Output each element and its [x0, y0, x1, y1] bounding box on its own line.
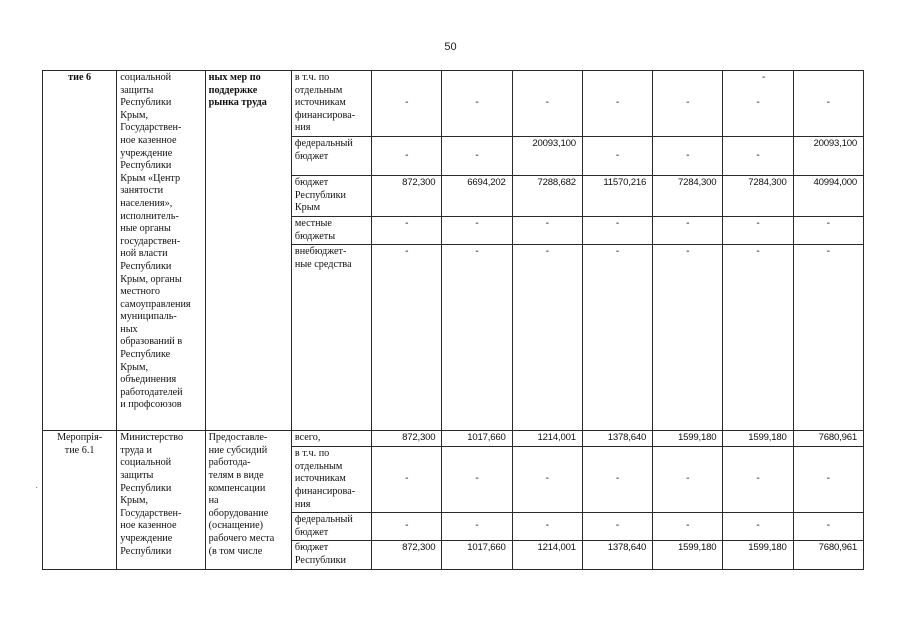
value-cell: 7680,961 — [793, 541, 863, 569]
value-cell: - — [723, 217, 793, 245]
value-cell: 7288,682 — [512, 176, 582, 217]
value-cell: 11570,216 — [582, 176, 652, 217]
value-cell: 7284,300 — [653, 176, 723, 217]
source-cell: в т.ч. по отдельным источникам финансирова- ния — [291, 447, 371, 513]
source-cell: бюджет Республики — [291, 541, 371, 569]
value-cell: 20093,100 — [793, 137, 863, 176]
value-cell: - — [793, 447, 863, 513]
table-row — [43, 71, 864, 137]
value-cell: - — [582, 245, 652, 431]
value-cell: 7284,300 — [723, 176, 793, 217]
value-cell: - — [512, 71, 582, 137]
value-cell: 20093,100 — [512, 137, 582, 176]
value-cell: - — [582, 513, 652, 541]
measure-name-cell: ных мер по поддержке рынка труда — [205, 71, 291, 431]
value-cell: - — [442, 71, 512, 137]
value-cell: 1599,180 — [653, 431, 723, 447]
value-cell: 1599,180 — [653, 541, 723, 569]
value-cell: - — [372, 513, 442, 541]
value-cell: - — [793, 513, 863, 541]
page-number: 50 — [444, 41, 457, 53]
source-cell: федеральный бюджет — [291, 137, 371, 176]
value-cell: 1378,640 — [582, 431, 652, 447]
value-cell: - — [372, 71, 442, 137]
value-cell: - — [512, 245, 582, 431]
value-cell: - — [653, 513, 723, 541]
value-cell: - — [723, 137, 793, 176]
value-cell: - — [442, 513, 512, 541]
stray-dash-mark: - — [762, 72, 766, 83]
value-cell: - — [653, 137, 723, 176]
value-cell: 1017,660 — [442, 431, 512, 447]
value-cell: 872,300 — [372, 541, 442, 569]
value-cell: - — [372, 447, 442, 513]
value-cell: - — [372, 245, 442, 431]
value-cell: - — [653, 71, 723, 137]
value-cell: - — [582, 217, 652, 245]
value-cell: - — [793, 245, 863, 431]
measure-name-cell: Предоставле- ние субсидий работода- телям в виде компенсации на оборудование (оснащение) рабочего места (в том числе — [205, 431, 291, 569]
table-row — [43, 431, 864, 447]
value-cell: 1599,180 — [723, 541, 793, 569]
value-cell: - — [372, 137, 442, 176]
value-cell: - — [372, 217, 442, 245]
source-cell: местные бюджеты — [291, 217, 371, 245]
value-cell: 1214,001 — [512, 431, 582, 447]
value-cell: - — [442, 217, 512, 245]
value-cell: 6694,202 — [442, 176, 512, 217]
value-cell: - — [442, 137, 512, 176]
value-cell: - — [723, 71, 793, 137]
value-cell: - — [793, 217, 863, 245]
value-cell: 1599,180 — [723, 431, 793, 447]
value-cell: - — [723, 513, 793, 541]
value-cell: - — [582, 137, 652, 176]
value-cell: 7680,961 — [793, 431, 863, 447]
value-cell: - — [723, 447, 793, 513]
source-cell: внебюджет- ные средства — [291, 245, 371, 431]
value-cell: - — [582, 71, 652, 137]
value-cell: - — [512, 447, 582, 513]
value-cell: - — [723, 245, 793, 431]
value-cell: - — [653, 217, 723, 245]
source-cell: всего, — [291, 431, 371, 447]
stray-dot-mark: · — [35, 482, 39, 493]
measure-number-cell: тие 6 — [43, 71, 117, 431]
value-cell: - — [793, 71, 863, 137]
source-cell: бюджет Республики Крым — [291, 176, 371, 217]
source-cell: федеральный бюджет — [291, 513, 371, 541]
value-cell: 1378,640 — [582, 541, 652, 569]
value-cell: 1214,001 — [512, 541, 582, 569]
value-cell: - — [653, 447, 723, 513]
value-cell: 872,300 — [372, 431, 442, 447]
value-cell: - — [442, 245, 512, 431]
value-cell: 872,300 — [372, 176, 442, 217]
value-cell: 1017,660 — [442, 541, 512, 569]
executor-cell: социальной защиты Республики Крым, Государствен- ное казенное учреждение Республики Крым «Центр занятости населения», исполнитель- ные органы государствен- ной власти Республики Крым, органы местного самоуправления муниципаль- ных образований в Республике Крым, объединения работодателей и профсоюзов — [117, 71, 205, 431]
source-cell: в т.ч. по отдельным источникам финансирова- ния — [291, 71, 371, 137]
measure-number-cell: Меропрія- тие 6.1 — [43, 431, 117, 569]
executor-cell: Министерство труда и социальной защиты Республики Крым, Государствен- ное казенное учреждение Республики — [117, 431, 205, 569]
value-cell: - — [512, 513, 582, 541]
value-cell: - — [582, 447, 652, 513]
value-cell: - — [512, 217, 582, 245]
budget-table — [42, 70, 864, 570]
value-cell: - — [442, 447, 512, 513]
value-cell: - — [653, 245, 723, 431]
value-cell: 40994,000 — [793, 176, 863, 217]
